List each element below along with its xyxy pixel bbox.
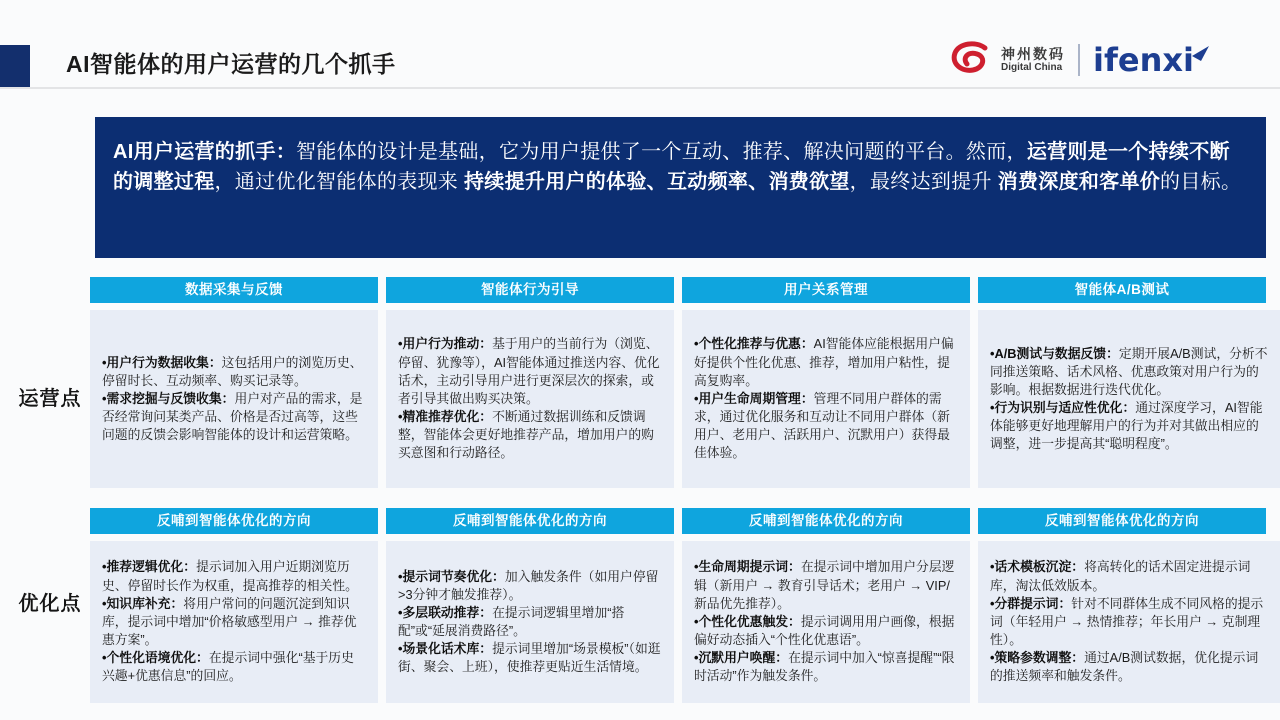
bullet-item [398,568,662,604]
bullet-item [990,558,1268,594]
bullet-term: •需求挖掘与反馈收集： [102,390,235,406]
card-header: 用户关系管理 [682,277,970,303]
bullet-desc: 通过A/B测试数据，优化提示词的推送频率和触发条件。 [990,650,1259,684]
bullet-item [102,390,366,444]
card-body [386,310,674,488]
bullet-item [694,390,958,463]
ifenxi-arrow-icon [1191,32,1210,70]
bullet-desc: AI智能体应能根据用户偏好提供个性化优惠、推荐，增加用户粘性，提高复购率。 [694,336,954,388]
bullet-term: •用户行为推动： [398,336,493,352]
bullet-desc: 通过深度学习，AI智能体能够更好地理解用户的行为并对其做出相应的调整，进一步提高其“聪明程度”。 [990,400,1263,452]
card-body [90,310,378,488]
card-feedback-direction-3 [682,508,970,703]
bullet-item [694,558,958,612]
bullet-item [102,354,366,390]
bullet-desc: 将高转化的话术固定进提示词库，淘汰低效版本。 [990,559,1251,593]
bullet-term: •提示词节奏优化： [398,568,505,584]
card-header: 反哺到智能体优化的方向 [90,508,378,534]
bullet-desc: 加入触发条件（如用户停留>3分钟才触发推荐）。 [398,568,659,602]
bullet-term: •场景化话术库： [398,641,493,657]
digital-china-logo [948,41,1065,80]
bullet-term: •沉默用户唤醒： [694,650,789,666]
banner-segment: ，通过优化智能体的表现来 [214,171,464,193]
banner-segment: 智能体的设计是基础，它为用户提供了一个互动、推荐、解决问题的平台。然而， [296,141,1027,163]
optimizations-row [90,508,1266,703]
bullet-item [102,558,366,594]
bullet-term: •推荐逻辑优化： [102,559,197,575]
bullet-item [398,408,662,462]
card-data-collection [90,277,378,488]
card-feedback-direction-4 [978,508,1266,703]
bullet-item [694,335,958,389]
bullet-term: •个性化语境优化： [102,650,209,666]
bullet-term: •策略参数调整： [990,650,1085,666]
page-title: AI智能体的用户运营的几个抓手 [66,51,396,77]
bullet-desc: 针对不同群体生成不同风格的提示词（年轻用户 → 热情推荐；年长用户 → 克制理性）。 [990,595,1264,648]
card-header: 反哺到智能体优化的方向 [386,508,674,534]
bullet-desc: 用户对产品的需求，是否经常询问某类产品、价格是否过高等，这些问题的反馈会影响智能体的设计和运营策略。 [102,390,363,443]
bullet-item [102,595,366,649]
card-header: 智能体A/B测试 [978,277,1266,303]
bullet-desc: 在提示词中增加用户分层逻辑（新用户 → 教育引导话术；老用户 → VIP/新品优先推荐）。 [694,559,955,611]
bullet-desc: 提示词加入用户近期浏览历史、停留时长作为权重，提高推荐的相关性。 [102,559,358,593]
banner-segment: 的目标。 [1160,171,1242,193]
bullet-item [990,399,1268,453]
bullet-desc: 基于用户的当前行为（浏览、停留、犹豫等），AI智能体通过推送内容、优化话术，主动引导用户进行更深层次的探索，或者引导其做出购买决策。 [398,336,660,406]
row-label-operations: 运营点 [18,388,82,410]
card-body [682,310,970,488]
banner-segment: ，最终达到提升 [849,171,998,193]
bullet-desc: 在提示词中加入“惊喜提醒”“限时活动”作为触发条件。 [694,650,955,684]
row-label-optimizations: 优化点 [18,593,82,615]
bullet-desc: 在提示词逻辑里增加“搭配”或“延展消费路径”。 [398,604,625,638]
card-body [386,541,674,703]
bullet-term: •A/B测试与数据反馈： [990,345,1119,361]
bullet-item [990,649,1268,685]
bullet-term: •个性化推荐与优惠： [694,336,814,352]
bullet-term: •用户行为数据收集： [102,354,222,370]
banner-segment: 运营则是一个持续不断的调整过程 [113,141,1230,193]
card-body [978,310,1280,488]
bullet-desc: 这包括用户的浏览历史、停留时长、互动频率、购买记录等。 [102,354,363,388]
bullet-term: •分群提示词： [990,595,1072,611]
bullet-term: •精准推荐优化： [398,409,493,425]
banner-segment: AI用户运营的抓手： [113,141,296,163]
card-header: 数据采集与反馈 [90,277,378,303]
logo-separator [1078,44,1080,76]
card-body [978,541,1280,703]
bullet-item [694,649,958,685]
bullet-desc: 定期开展A/B测试，分析不同推送策略、话术风格、优惠政策对用户行为的影响。根据数据进行迭代优化。 [990,345,1268,397]
card-user-relationship [682,277,970,488]
banner-segment: 持续提升用户的体验、互动频率、消费欲望 [463,171,850,193]
bullet-term: •生命周期提示词： [694,559,801,575]
ifenxi-wordmark: ifenxi [1093,41,1194,79]
bullet-item [398,604,662,640]
digital-china-name-cn: 神州数码 [1001,46,1066,63]
banner-segment: 消费深度和客单价 [997,171,1161,193]
bullet-item [398,335,662,408]
card-feedback-direction-1 [90,508,378,703]
bullet-desc: 不断通过数据训练和反馈调整，智能体会更好地推荐产品，增加用户的购买意图和行动路径。 [398,409,654,461]
bullet-desc: 将用户常问的问题沉淀到知识库，提示词中增加“价格敏感型用户 → 推荐优惠方案”。 [102,595,357,648]
card-header: 反哺到智能体优化的方向 [978,508,1266,534]
bullet-item [398,640,662,676]
card-body [90,541,378,703]
card-feedback-direction-2 [386,508,674,703]
operations-row [90,277,1266,488]
bullet-desc: 提示词调用用户画像，根据偏好动态插入“个性化优惠语”。 [694,613,955,648]
bullet-item [990,345,1268,399]
logo-group [948,38,1204,82]
bullet-term: •知识库补充： [102,595,184,611]
bullet-desc: 在提示词中强化“基于历史兴趣+优惠信息”的回应。 [102,650,354,684]
bullet-item [990,595,1268,649]
bullet-item [694,613,958,649]
card-behavior-guidance [386,277,674,488]
bullet-desc: 管理不同用户群体的需求，通过优化服务和互动让不同用户群体（新用户、老用户、活跃用户、沉默用户）获得最佳体验。 [694,390,950,461]
bullet-term: •行为识别与适应性优化： [990,400,1136,415]
bullet-term: •话术模板沉淀： [990,559,1085,575]
title-accent-square [0,45,30,87]
intro-banner [95,117,1266,258]
bullet-item [102,649,366,685]
digital-china-name-en: Digital China [1001,62,1063,74]
card-ab-testing [978,277,1266,488]
card-header: 反哺到智能体优化的方向 [682,508,970,534]
bullet-term: •用户生命周期管理： [694,390,814,406]
bullet-term: •个性化优惠触发： [694,613,801,629]
card-body [682,541,970,703]
header-divider [0,87,1280,89]
bullet-desc: 提示词里增加“场景模板”（如逛街、聚会、上班），使推荐更贴近生活情境。 [398,641,661,675]
ifenxi-logo [1093,41,1204,79]
card-header: 智能体行为引导 [386,277,674,303]
digital-china-swirl-icon [948,41,994,80]
bullet-term: •多层联动推荐： [398,604,493,620]
